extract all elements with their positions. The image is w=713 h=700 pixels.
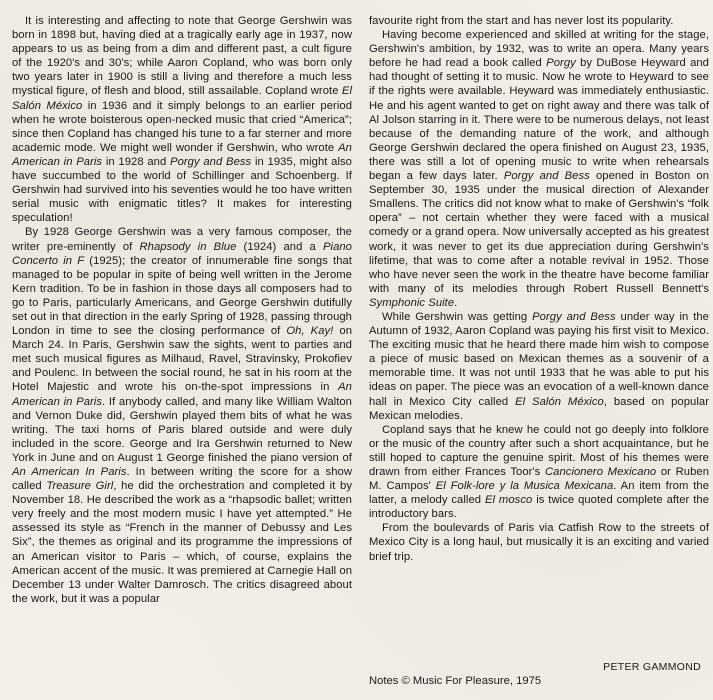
title-italic: An American in Paris (12, 141, 352, 168)
text-run: , he did the orchestration and completed it by November 18. He described the work as a “rhapsodic ballet; written very freely and the most modern music I have yet attempted.” He assessed its style as “French in the manner of Debussy and Les Six”, the themes as original and its programme the impressions of an American visitor to Paris – which, of course, explains the American accent of the music. It was premiered at Carnegie Hall on December 13 under Walter Damrosch. The critics disagreed about the work, but it was a popular (12, 480, 353, 605)
text-run: or Ruben M. Campos' (369, 466, 710, 493)
text-run: From the boulevards of Paris via Catfish Row to the streets of Mexico City is a long haul, but musically it is an exciting and varied brief trip. (369, 522, 709, 563)
text-run: . If anybody called, and many like William Walton and Vernon Duke did, Gershwin played them bits of what he was writing. The taxi horns of Paris blared outside and were duly included in the score. George and Ira Gershwin returned to New York in June and on August 1 George finished the piano version of (12, 395, 352, 464)
text-run: favourite right from the start and has never lost its popularity. (369, 15, 674, 27)
title-italic: An American in Paris (12, 381, 352, 408)
paragraph (369, 14, 709, 28)
text-run: on March 24. In Paris, Gershwin saw the sights, went to parties and met such musical figures as Milhaud, Ravel, Stravinsky, Prokofiev and Poulenc. In between the social round, he sat in his room at the Hotel Majestic and wrote his on-the-spot impressions in (12, 325, 352, 394)
title-italic: El Folk-lore y la Musica Mexicana (435, 480, 614, 493)
text-run: . An item from the latter, a melody called (369, 480, 709, 507)
title-italic: Porgy and Bess (170, 155, 252, 168)
paragraph (12, 225, 352, 606)
title-italic: Porgy and Bess (503, 170, 590, 183)
title-italic: El Salón México (515, 395, 604, 408)
text-run: in 1936 and it simply belongs to an earlier period when he wrote boisterous open-necked music that cried “America”; since then Copland has changed his tune to a far sterner and more academic mode. We might well wonder if Gershwin, who wrote (12, 99, 353, 154)
credits (369, 660, 709, 688)
title-italic: Porgy (546, 57, 576, 70)
title-italic: Porgy and Bess (532, 310, 616, 323)
title-italic: An American In Paris (12, 466, 127, 478)
text-run: is twice quoted complete after the introductory bars. (369, 494, 710, 521)
copyright-notice: Notes © Music For Pleasure, 1975 (369, 675, 542, 687)
paragraph (369, 521, 709, 563)
paragraph (369, 423, 709, 522)
text-run: Having become experienced and skilled at writing for the stage, Gershwin's ambition, by 1932, was to write an opera. Many years before he had read a book called (369, 29, 709, 70)
text-run: . (454, 296, 458, 309)
left-column (12, 14, 352, 606)
title-italic: Rhapsody in Blue (139, 240, 237, 253)
title-italic: Piano Concerto in F (12, 240, 352, 267)
paragraph (369, 28, 709, 310)
text-run: (1924) and a (236, 240, 323, 253)
text-run: It is interesting and affecting to note that George Gershwin was born in 1898 but, having died at a tragically early age in 1937, now appears to us as being from a dim and different past, a cult figure of the 1920's and 30's; while Aaron Copland, who was born only two years later in 1900 is still a living and therefore a much less mystical figure, of flesh and blood, still assailable. Copland wrote (12, 15, 352, 98)
title-italic: El mosco (484, 494, 533, 507)
text-run: under way in the Autumn of 1932, Aaron Copland was paying his first visit to Mexico. The exciting music that he heard there made him wish to compose a piece of music based on Mexican themes as a souvenir of a memorable time. It was not until 1933 that he was able to put his ideas on paper. The piece was an evocation of a well-known dance hall in Mexico City called (369, 310, 709, 408)
text-run: (1925); the creator of innumerable fine songs that managed to be popular in spite of being well written in the Jerome Kern tradition. To be in fashion in those days all composers had to go to Paris, particularly Americans, and George Gershwin dutifully set out in that direction in the early Spring of 1928, passing through London in time to see the closing performance of (12, 254, 352, 338)
title-italic: El Salón México (12, 85, 352, 112)
text-run: While Gershwin was getting (382, 310, 533, 323)
paragraph (12, 14, 352, 225)
title-italic: Cancionero Mexicano (544, 466, 657, 478)
text-run: opened in Boston on September 30, 1935 under the musical direction of Alexander Smallens. The critics did not know what to make of Gershwin's “folk opera” – not certain whether they were faced with a musical comedy or a grand opera. Now universally accepted as his greatest work, it was never to get its due appreciation during Gershwin's lifetime, that was to come after a notable revival in 1952. Those who have never seen the work in the theatre have become familiar with many of its melodies through Robert Russell Bennett's (369, 170, 709, 295)
author-byline: PETER GAMMOND (603, 661, 701, 673)
right-column (369, 14, 709, 564)
text-run: . In between writing the score for a show called (12, 466, 353, 493)
title-italic: Treasure Girl (46, 480, 114, 493)
text-run: By 1928 George Gershwin was a very famous composer, the writer pre-eminently of (12, 226, 352, 253)
text-run: by DuBose Heyward and had thought of setting it to music. Now he wrote to Heyward to see if the rights were available. Heyward was immediately enthusiastic. He and his agent wanted to get on right away and there was talk of Al Jolson starring in it. There were to be numerous delays, not least because of the demanding nature of the work, and although George Gershwin declared the opera finished on August 23, 1935, there was still a lot of opening music to write when rehearsals began a few days later. (369, 57, 709, 183)
paragraph (369, 310, 709, 423)
text-run: , based on popular Mexican melodies. (369, 395, 709, 422)
text-run: in 1928 and (102, 155, 171, 168)
title-italic: Oh, Kay! (286, 325, 334, 338)
title-italic: Symphonic Suite (369, 296, 455, 309)
text-run: Copland says that he knew he could not go deeply into folklore or the music of the country after such a short acquaintance, but he still hoped to capture the genuine spirit. Most of his themes were drawn from either Frances Toor's (369, 423, 709, 478)
text-run: in 1935, might also have succumbed to the world of Schillinger and Schoenberg. If Gershwin had survived into his seventies would he too have written serial music with enigmatic titles? It makes for interesting speculation! (12, 155, 352, 225)
